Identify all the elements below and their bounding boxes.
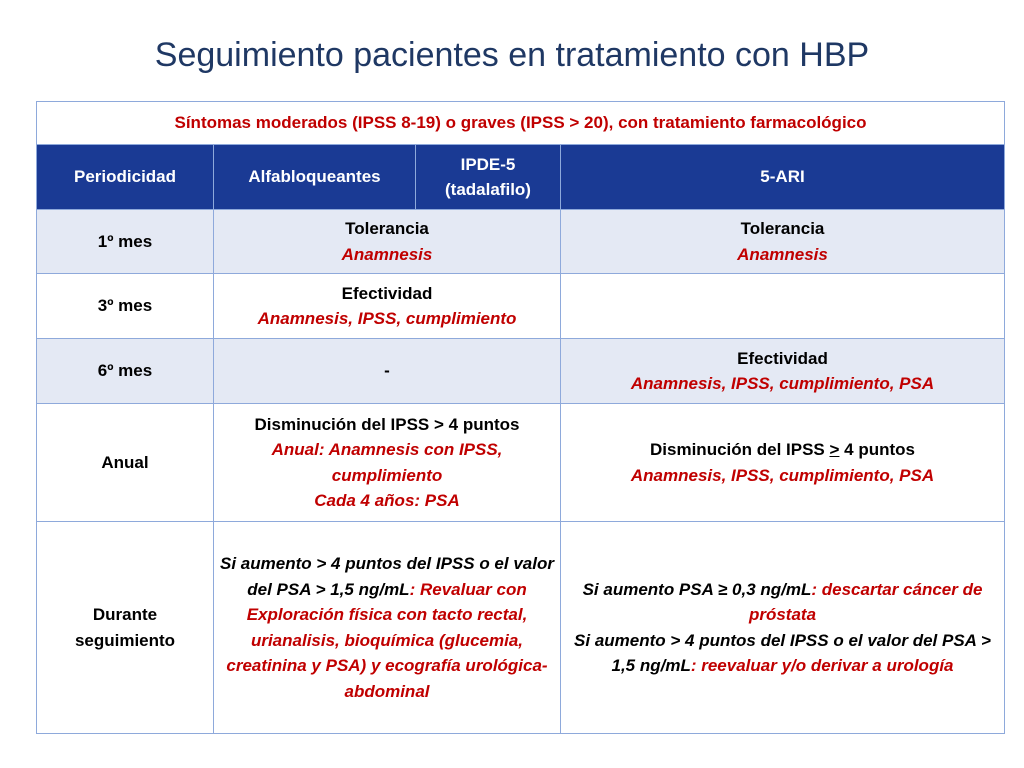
cell-mes3-alfa-ipde5 — [214, 274, 561, 339]
cell-mes6-b-title: Efectividad — [737, 348, 828, 368]
row-label-durante-line1: Durante — [92, 605, 158, 624]
cell-durante-b-lead1: Si aumento PSA ≥ 0,3 ng/mL — [582, 579, 812, 599]
slide-title: Seguimiento pacientes en tratamiento con HBP — [154, 36, 870, 74]
cell-durante-a-colon: : — [409, 579, 416, 599]
header-alfabloqueantes: Alfabloqueantes — [214, 145, 416, 210]
cell-mes3-a-detail: Anamnesis, IPSS, cumplimiento — [257, 309, 517, 328]
table-row-anual — [37, 404, 1005, 522]
header-periodicidad: Periodicidad — [37, 145, 214, 210]
cell-durante-b-block2 — [567, 628, 998, 679]
cell-mes1-a-detail: Anamnesis — [341, 244, 433, 264]
row-label-durante — [37, 522, 214, 734]
cell-mes1-b-title: Tolerancia — [740, 219, 825, 238]
cell-durante-a-action: Revaluar con Exploración física con tacto rectal, urianalisis, bioquímica (glucemia, creatinina y PSA) y ecografía urológica-abdominal — [226, 579, 548, 701]
cell-anual-b-title-post: 4 puntos — [839, 440, 915, 459]
cell-anual-alfa-ipde5 — [214, 404, 561, 522]
cell-durante-b-action2: : reevaluar y/o derivar a urología — [690, 656, 954, 675]
cell-mes6-5ari — [561, 339, 1005, 404]
row-label-anual: Anual — [37, 404, 214, 522]
cell-anual-b-title-symbol: > — [829, 440, 840, 459]
cell-mes1-b-detail: Anamnesis — [737, 244, 828, 264]
cell-anual-5ari — [561, 404, 1005, 522]
cell-durante-b-lead2: Si aumento > 4 puntos del IPSS o el valor del PSA > 1,5 ng/mL — [574, 630, 991, 675]
cell-mes1-alfa-ipde5 — [214, 210, 561, 274]
cell-anual-a-detail2: Cada 4 años: PSA — [314, 491, 460, 510]
cell-durante-5ari — [561, 522, 1005, 734]
cell-anual-b-detail: Anamnesis, IPSS, cumplimiento, PSA — [630, 465, 935, 485]
row-label-mes3: 3º mes — [37, 274, 214, 339]
table-row-mes6 — [37, 339, 1005, 404]
table-row-mes1 — [37, 210, 1005, 274]
row-label-durante-line2: seguimiento — [74, 630, 176, 650]
cell-mes3-a-title: Efectividad — [341, 283, 433, 303]
cell-durante-alfa-ipde5 — [214, 522, 561, 734]
header-ipde5-line1: IPDE-5 — [460, 154, 516, 174]
table-header-row — [37, 145, 1005, 210]
cell-anual-a-title: Disminución del IPSS > 4 puntos — [254, 414, 520, 434]
cell-mes1-5ari — [561, 210, 1005, 274]
cell-anual-b-title-pre: Disminución del IPSS — [650, 440, 830, 459]
table-row-durante — [37, 522, 1005, 734]
cell-mes6-alfa-ipde5: - — [214, 339, 561, 404]
follow-up-table — [36, 101, 1005, 734]
cell-anual-a-detail1: Anual: Anamnesis con IPSS, cumplimiento — [271, 440, 503, 485]
cell-mes1-a-title: Tolerancia — [345, 219, 429, 238]
table-row-mes3 — [37, 274, 1005, 339]
cell-durante-b-action1: : descartar cáncer de próstata — [748, 579, 983, 624]
header-ipde5 — [416, 145, 561, 210]
table-caption: Síntomas moderados (IPSS 8-19) o graves (IPSS > 20), con tratamiento farmacológico — [37, 102, 1005, 145]
cell-mes3-5ari-empty — [561, 274, 1005, 339]
table-caption-row — [37, 102, 1005, 145]
header-ipde5-line2: (tadalafilo) — [445, 180, 531, 199]
cell-durante-a-lead: Si aumento > 4 puntos del IPSS o el valor del PSA > 1,5 ng/mL — [220, 554, 554, 599]
row-label-mes1: 1º mes — [37, 210, 214, 274]
cell-durante-b-block1 — [567, 577, 998, 628]
header-5ari: 5-ARI — [561, 145, 1005, 210]
row-label-mes6: 6º mes — [37, 339, 214, 404]
cell-mes6-b-detail: Anamnesis, IPSS, cumplimiento, PSA — [630, 374, 935, 393]
cell-anual-b-title — [567, 437, 998, 463]
